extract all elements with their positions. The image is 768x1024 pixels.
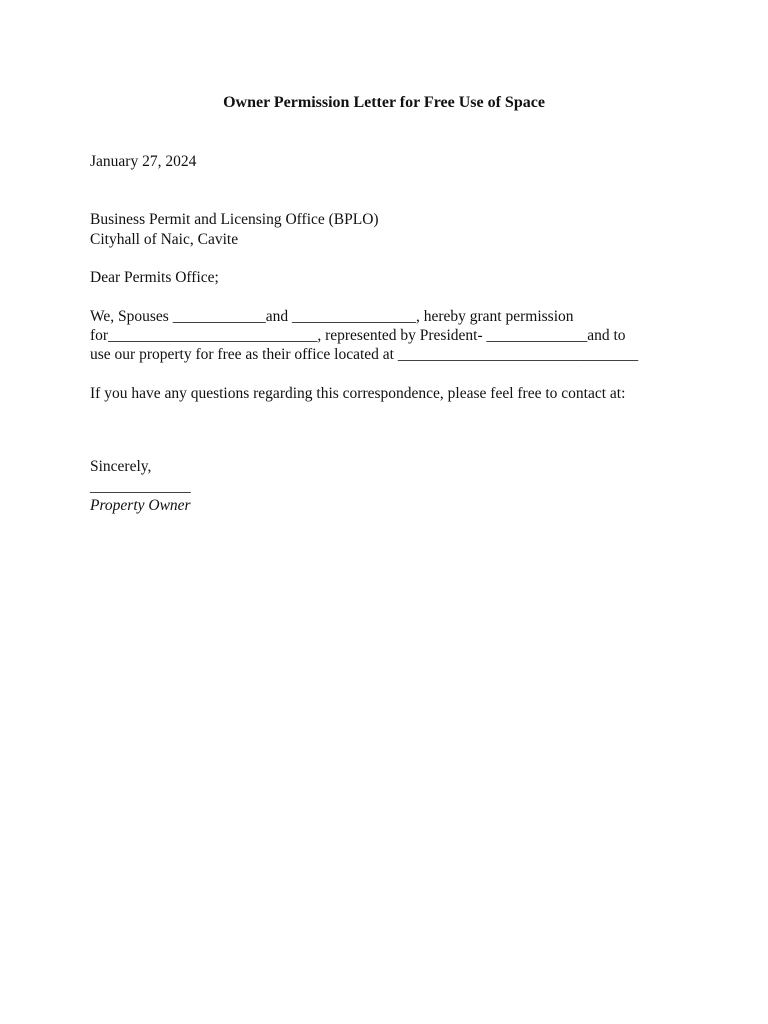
body-line-2: for___________________________, represented by President- _____________and to xyxy=(90,327,626,344)
letter-title: Owner Permission Letter for Free Use of Space xyxy=(223,94,545,111)
closing: Sincerely, xyxy=(90,458,152,475)
recipient-office: Business Permit and Licensing Office (BPLO) xyxy=(90,211,379,228)
letter-date: January 27, 2024 xyxy=(90,153,197,170)
salutation: Dear Permits Office; xyxy=(90,269,219,286)
contact-line: If you have any questions regarding this correspondence, please feel free to contact at: xyxy=(90,385,626,402)
body-line-1: We, Spouses ____________and ________________, hereby grant permission xyxy=(90,308,574,325)
body-line-3: use our property for free as their office located at _______________________________ xyxy=(90,346,639,363)
recipient-address: Cityhall of Naic, Cavite xyxy=(90,231,239,248)
signatory: Property Owner xyxy=(90,497,191,514)
signature-line: _____________ xyxy=(90,478,191,495)
